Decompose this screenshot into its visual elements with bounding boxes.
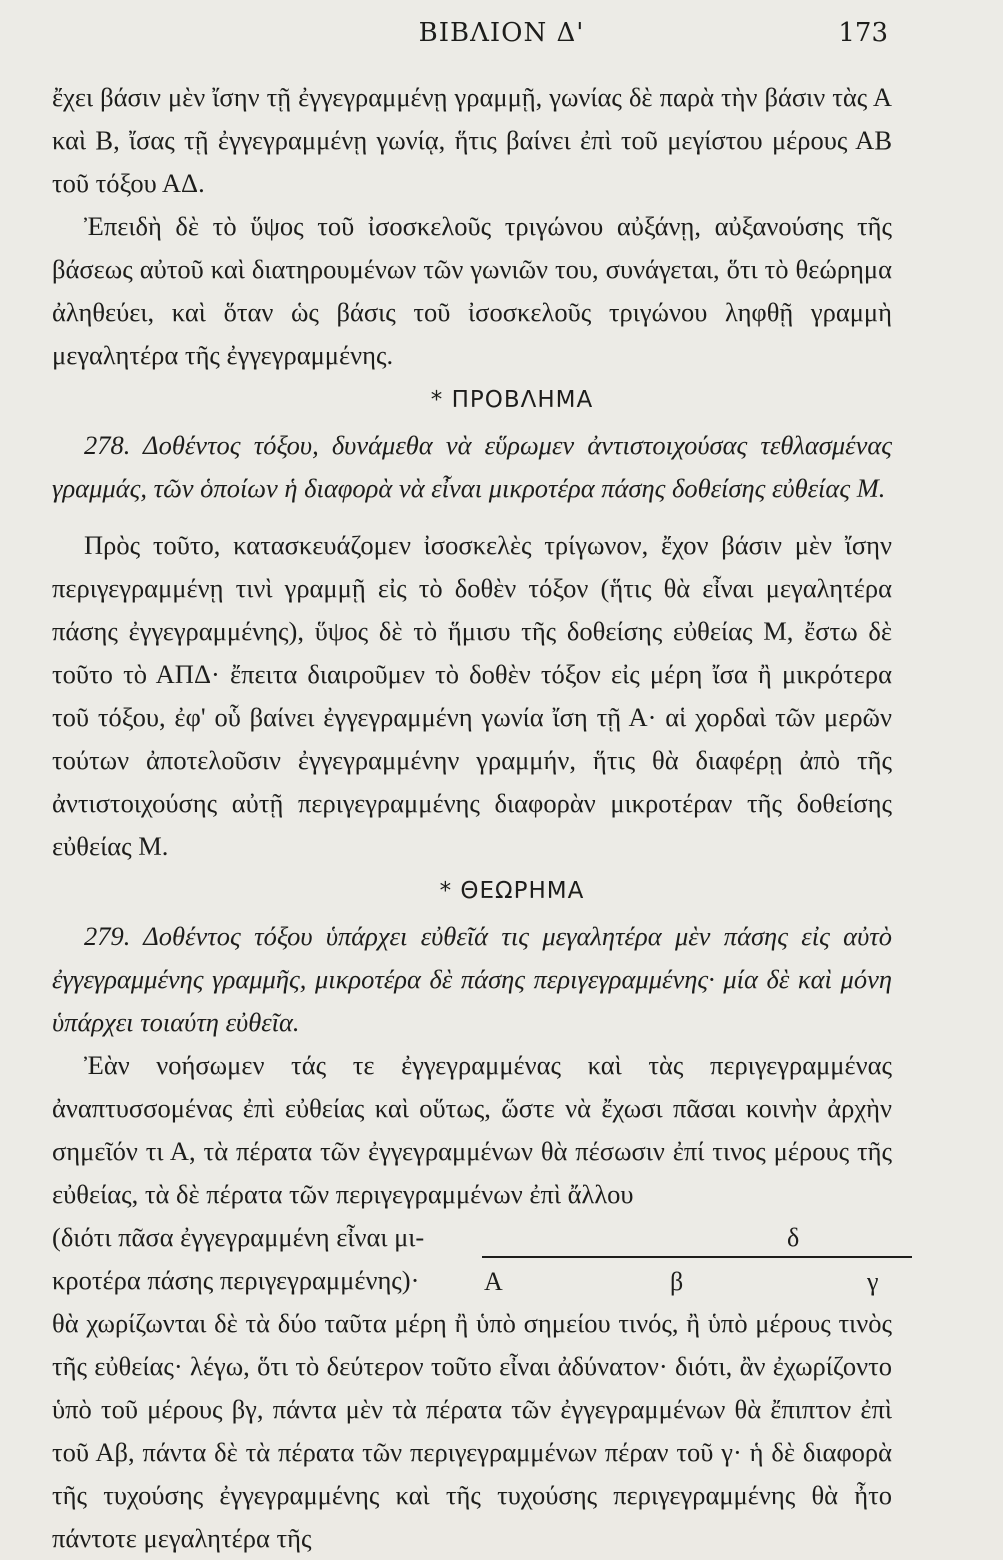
theorem-statement: Δοθέντος τόξου ὑπάρχει εὐθεῖά τις μεγαλητέρα μὲν πάσης εἰς αὐτὸ ἐγγεγραμμένης γραμμῆς, μικροτέρα δὲ πάσης περιγεγραμμένης· μία δὲ καὶ μόνη ὑπάρχει τοιαύτη εὐθεῖα. [52,921,892,1037]
problem-278 [52,424,892,510]
segment-line [482,1256,912,1258]
page-body [52,76,892,1560]
label-gamma: γ [867,1267,879,1296]
theorem-279 [52,915,892,1044]
running-header [0,14,1003,54]
figure-side-line-2: κροτέρα πάσης περιγεγραμμένης)· [52,1265,420,1295]
label-beta: β [670,1267,684,1296]
heading-theorem: * ΘΕΩΡΗΜΑ [439,878,585,904]
theorem-number: 279. [84,921,131,951]
page-number: 173 [838,18,888,48]
segment-figure [52,1216,892,1302]
paragraph-proof-continued: θὰ χωρίζωνται δὲ τὰ δύο ταῦτα μέρη ἢ ὑπὸ σημείου τινός, ἢ ὑπὸ μέρους τινὸς τῆς εὐθείας· λέγω, ὅτι τὸ δεύτερον τοῦτο εἶναι ἀδύνατον· διότι, ἂν ἐχωρίζοντο ὑπὸ τοῦ μέρους βγ, πάντα μὲν τὰ πέρατα τῶν ἐγγεγραμμένων θὰ ἔπιπτον ἐπὶ τοῦ Αβ, πάντα δὲ τὰ πέρατα τῶν περιγεγραμμένων πέραν τοῦ γ· ἡ δὲ διαφορὰ τῆς τυχούσης ἐγγεγραμμένης καὶ τῆς τυχούσης περιγεγραμμένης θὰ ἦτο πάντοτε μεγαλητέρα τῆς [52,1308,892,1553]
figure-side-line-1: (διότι πᾶσα ἐγγεγραμμένη εἶναι μι- [52,1222,425,1252]
paragraph-proof-start: Ἐὰν νοήσωμεν τάς τε ἐγγεγραμμένας καὶ τὰς περιγεγραμμένας ἀναπτυσσομένας ἐπὶ εὐθείας καὶ οὕτως, ὥστε νὰ ἔχωσι πᾶσαι κοινὴν ἀρχὴν σημεῖόν τι Α, τὰ πέρατα τῶν ἐγγεγραμμένων θὰ πέσωσιν ἐπί τινος μέρους τῆς εὐθείας, τὰ δὲ πέρατα τῶν περιγεγραμμένων ἐπὶ ἄλλου [52,1050,892,1209]
chapter-title: ΒΙΒΛΙΟΝ Δ' [418,18,585,48]
label-A: Α [484,1267,503,1296]
paragraph-construction: Πρὸς τοῦτο, κατασκευάζομεν ἰσοσκελὲς τρίγωνον, ἔχον βάσιν μὲν ἴσην περιγεγραμμένῃ τινὶ γραμμῇ εἰς τὸ δοθὲν τόξον (ἥτις θὰ εἶναι μεγαλητέρα πάσης ἐγγεγραμμένης), ὕψος δὲ τὸ ἥμισυ τῆς δοθείσης εὐθείας Μ, ἔστω δὲ τοῦτο τὸ ΑΠΔ· ἔπειτα διαιροῦμεν τὸ δοθὲν τόξον εἰς μέρη ἴσα ἢ μικρότερα τοῦ τόξου, ἐφ' οὗ βαίνει ἐγγεγραμμένη γωνία ἴση τῇ Α· αἱ χορδαὶ τῶν μερῶν τούτων ἀποτελοῦσιν ἐγγεγραμμένην γραμμήν, ἥτις θὰ διαφέρῃ ἀπὸ τῆς ἀντιστοιχούσης αὐτῇ περιγεγραμμένης διαφορὰν μικροτέραν τῆς δοθείσης εὐθείας Μ. [52,530,892,861]
paragraph-2: Ἐπειδὴ δὲ τὸ ὕψος τοῦ ἰσοσκελοῦς τριγώνου αὐξάνῃ, αὐξανούσης τῆς βάσεως αὐτοῦ καὶ διατηρουμένων τῶν γωνιῶν του, συνάγεται, ὅτι τὸ θεώρημα ἀληθεύει, καὶ ὅταν ὡς βάσις τοῦ ἰσοσκελοῦς τριγώνου ληφθῇ γραμμὴ μεγαλητέρα τῆς ἐγγεγραμμένης. [52,211,892,370]
heading-problem: * ΠΡΟΒΛΗΜΑ [430,387,594,413]
problem-statement: Δοθέντος τόξου, δυνάμεθα νὰ εὕρωμεν ἀντιστοιχούσας τεθλασμένας γραμμάς, τῶν ὁποίων ἡ διαφορὰ νὰ εἶναι μικροτέρα πάσης δοθείσης εὐθείας Μ. [52,430,892,503]
problem-number: 278. [84,430,131,460]
label-delta: δ [787,1223,800,1252]
figure-side-text [52,1216,424,1302]
paragraph-1: ἔχει βάσιν μὲν ἴσην τῇ ἐγγεγραμμένῃ γραμμῇ, γωνίας δὲ παρὰ τὴν βάσιν τὰς Α καὶ Β, ἴσας τῇ ἐγγεγραμμένῃ γωνίᾳ, ἥτις βαίνει ἐπὶ τοῦ μεγίστου μέρους ΑΒ τοῦ τόξου ΑΔ. [52,82,892,198]
